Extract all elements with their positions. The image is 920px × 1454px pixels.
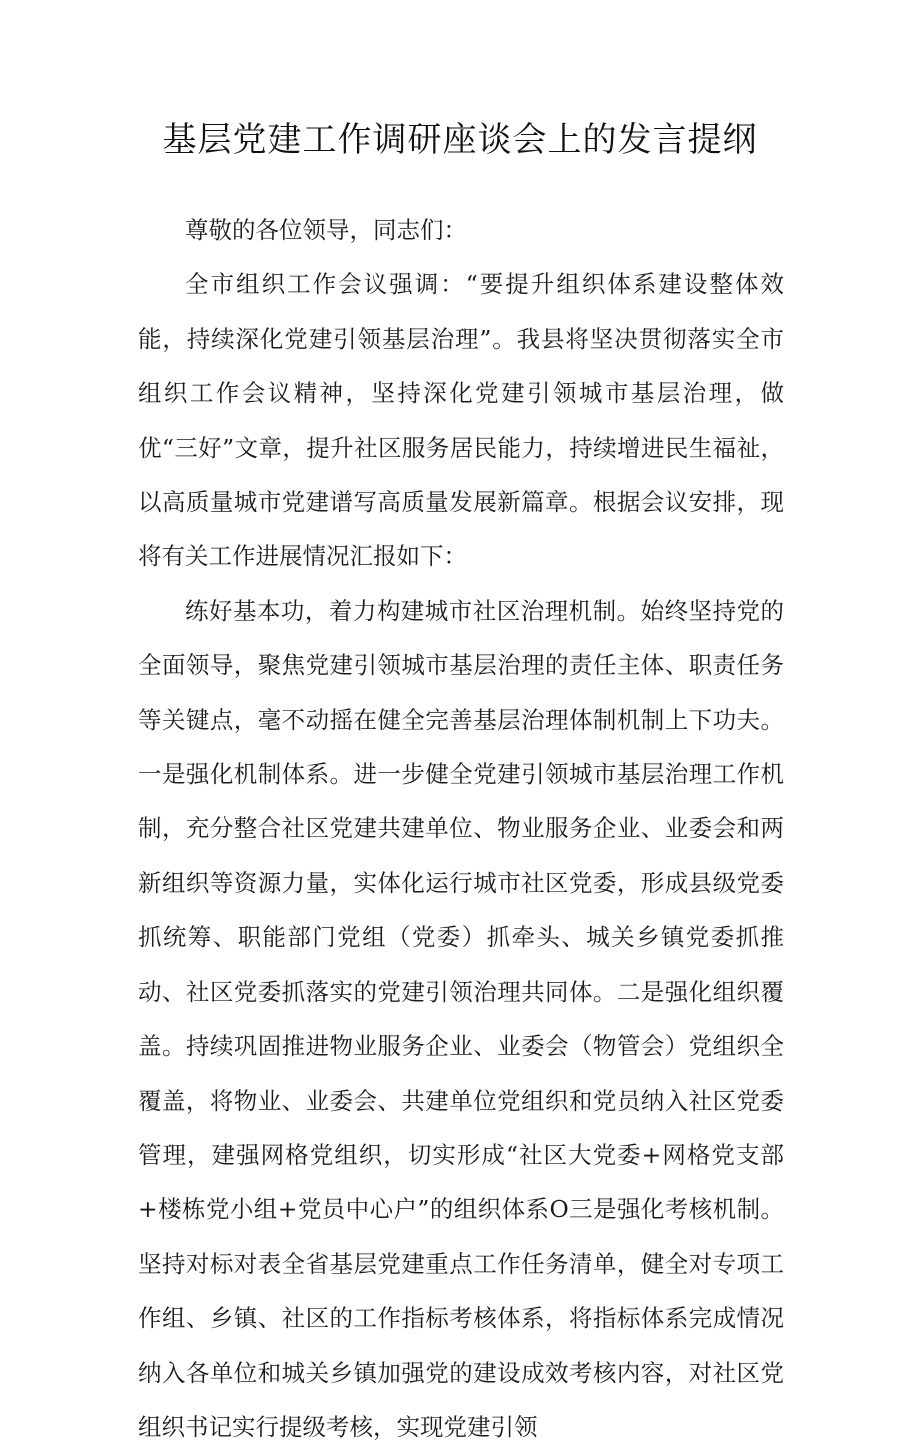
salutation: 尊敬的各位领导，同志们： xyxy=(185,216,467,244)
paragraph-intro: 全市组织工作会议强调：“要提升组织体系建设整体效能，持续深化党建引领基层治理”。我县将坚决贯彻落实全市组织工作会议精神，坚持深化党建引领城市基层治理，做优“三好”文章，提升社区服务居民能力，持续增进民生福祉，以高质量城市党建谱写高质量发展新篇章。根据会议安排，现将有关工作进展情况汇报如下： xyxy=(138,270,784,571)
document-body xyxy=(138,203,784,1454)
document-title: 基层党建工作调研座谈会上的发言提纲 xyxy=(162,120,758,160)
paragraph-mechanism: 练好基本功，着力构建城市社区治理机制。始终坚持党的全面领导，聚焦党建引领城市基层治理的责任主体、职责任务等关键点，毫不动摇在健全完善基层治理体制机制上下功夫。一是强化机制体系。进一步健全党建引领城市基层治理工作机制，充分整合社区党建共建单位、物业服务企业、业委会和两新组织等资源力量，实体化运行城市社区党委，形成县级党委抓统筹、职能部门党组（党委）抓牵头、城关乡镇党委抓推动、社区党委抓落实的党建引领治理共同体。二是强化组织覆盖。持续巩固推进物业服务企业、业委会（物管会）党组织全覆盖，将物业、业委会、共建单位党组织和党员纳入社区党委管理，建强网格党组织，切实形成“社区大党委+网格党支部+楼栋党小组+党员中心户”的组织体系O三是强化考核机制。坚持对标对表全省基层党建重点工作任务清单，健全对专项工作组、乡镇、社区的工作指标考核体系，将指标体系完成情况纳入各单位和城关乡镇加强党的建设成效考核内容，对社区党组织书记实行提级考核，实现党建引领 xyxy=(138,596,784,1441)
